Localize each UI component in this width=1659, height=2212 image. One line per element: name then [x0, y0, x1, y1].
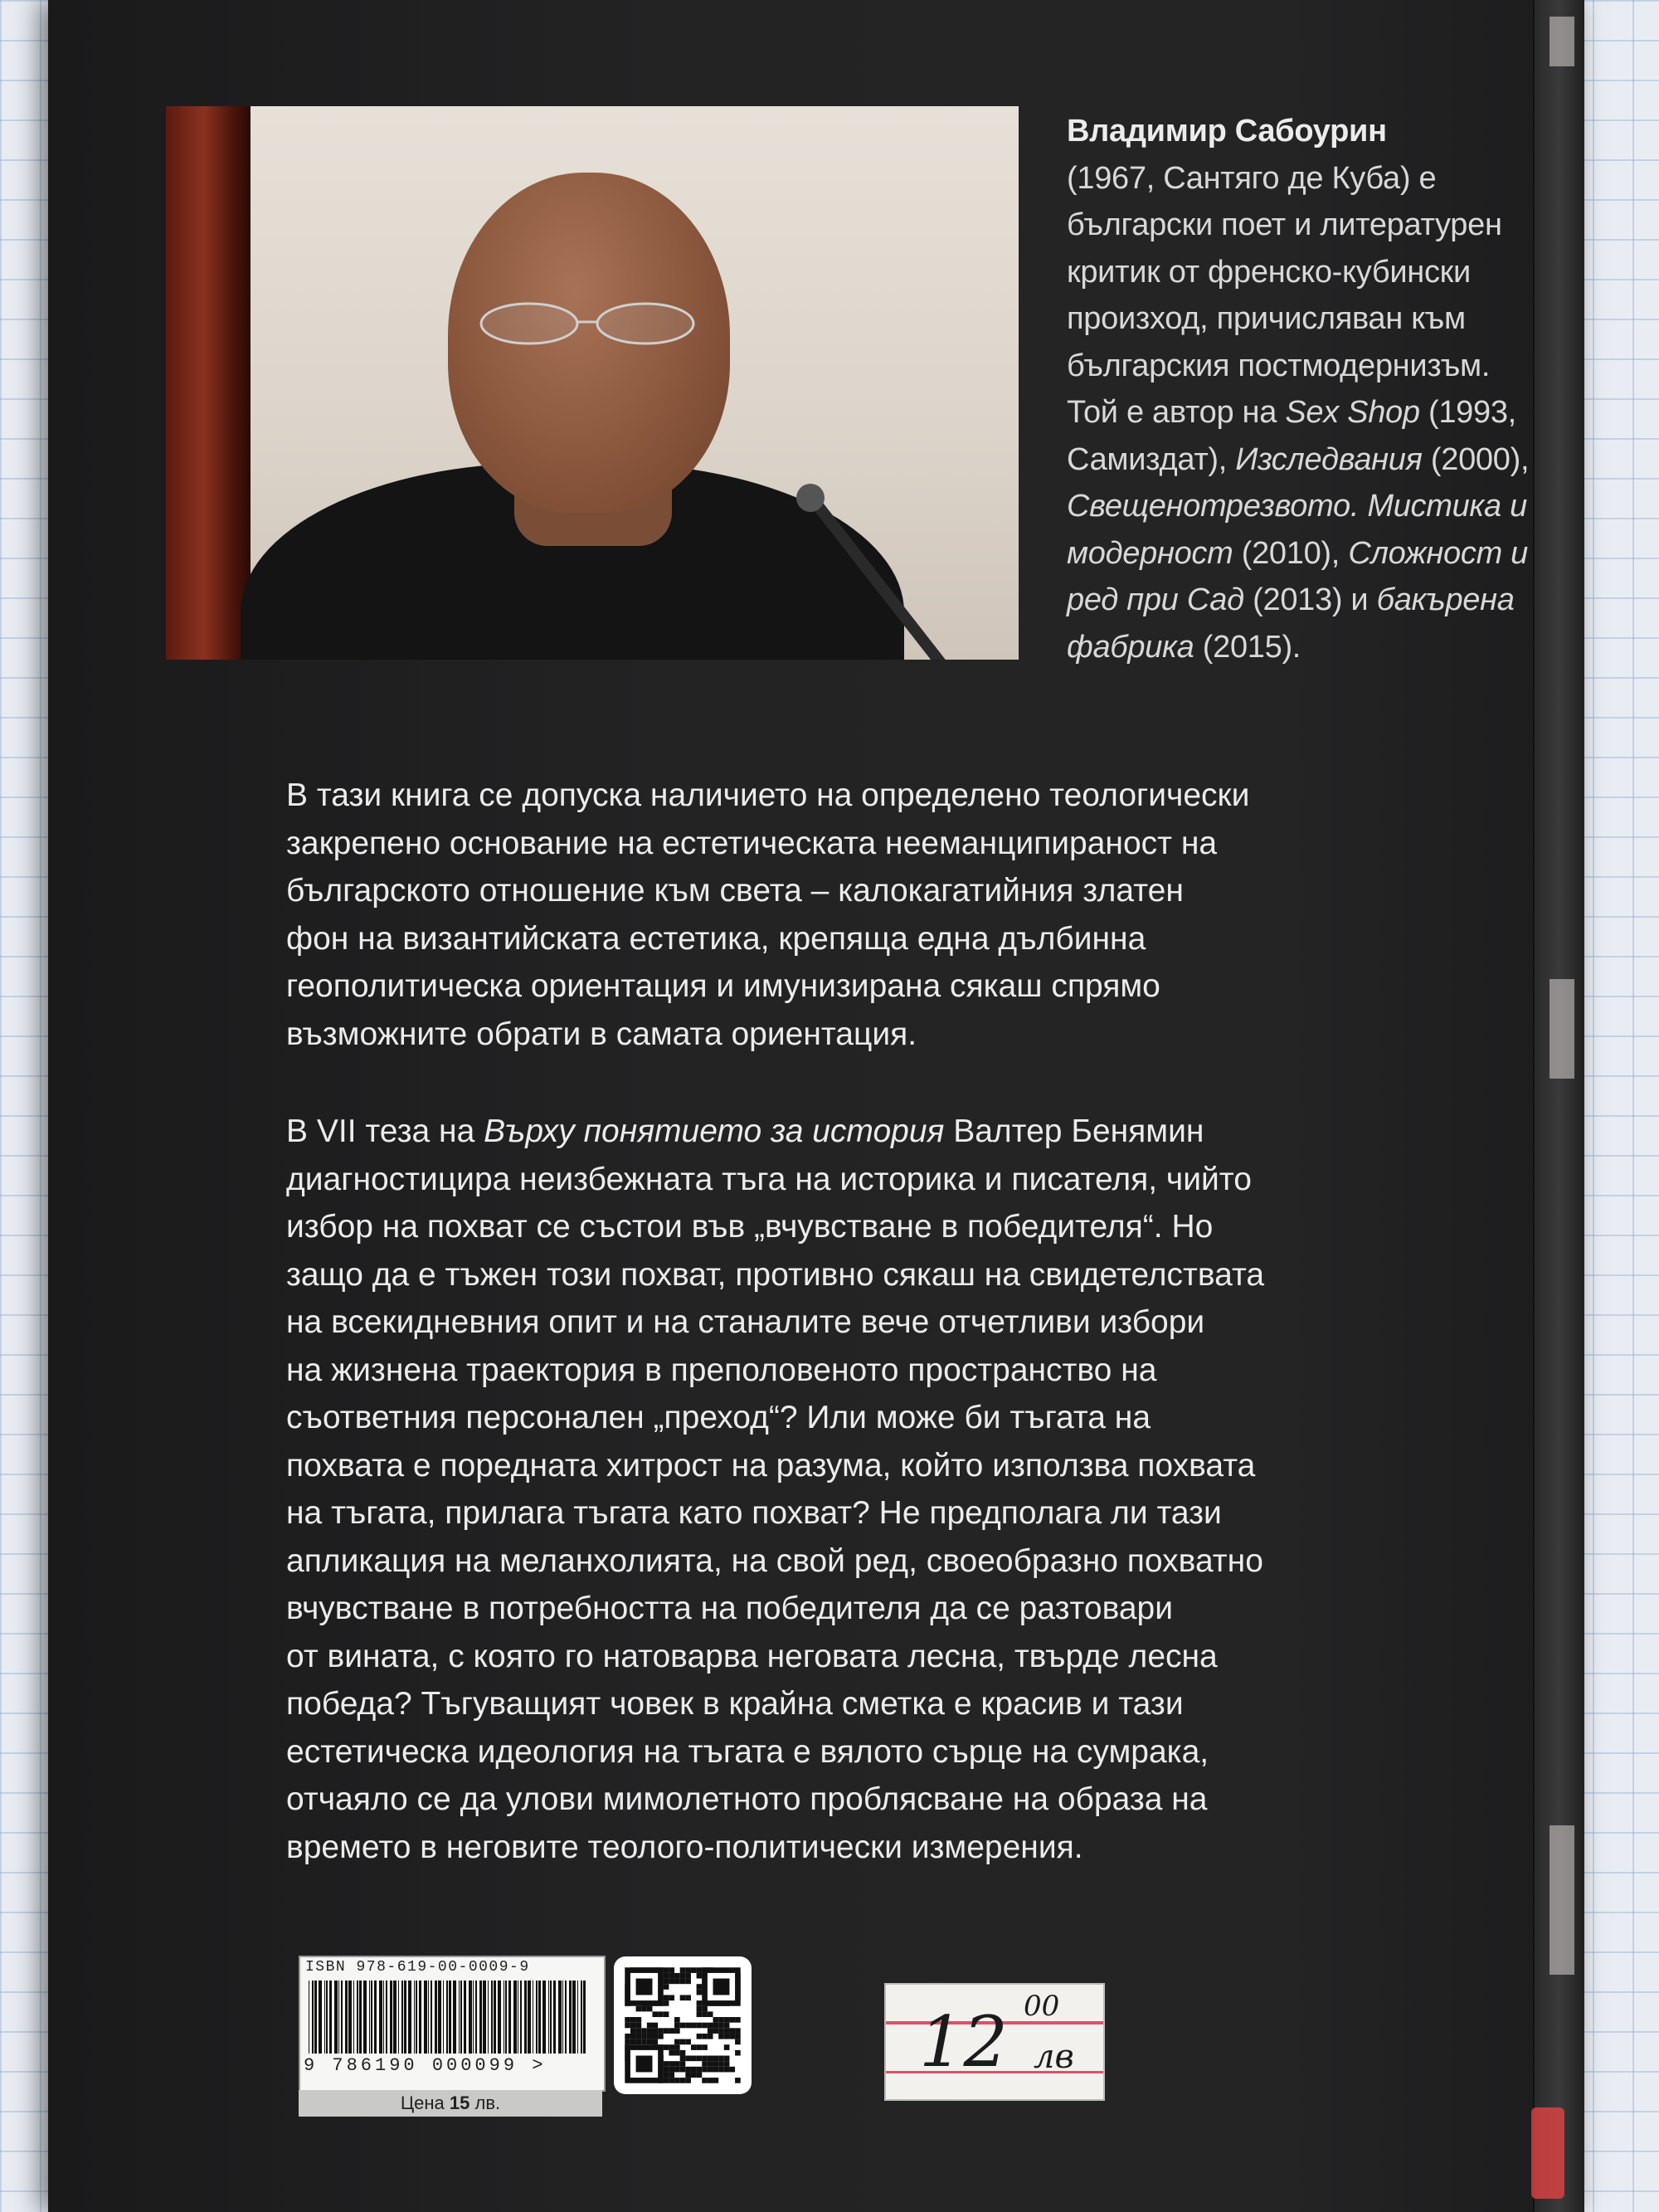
qr-module: [664, 2028, 669, 2034]
qr-module: [735, 2039, 741, 2045]
qr-module: [674, 1979, 680, 1985]
qr-module: [685, 2072, 691, 2078]
barcode-digits: 9 786190 000099 >: [304, 2055, 547, 2076]
barcode-bar: [583, 1981, 586, 2054]
barcode-bar: [357, 1981, 358, 2054]
qr-module: [625, 2034, 630, 2039]
barcode-bar: [479, 1981, 482, 2054]
qr-module: [680, 2056, 686, 2062]
barcode-bar: [401, 1981, 403, 2054]
qr-module: [636, 2023, 642, 2029]
qr-module: [674, 2044, 680, 2050]
qr-module: [735, 2034, 741, 2039]
barcode-bar: [416, 1981, 417, 2054]
qr-module: [658, 2011, 664, 2017]
qr-module: [669, 2072, 674, 2078]
sticker-price: 12: [919, 2001, 1008, 2083]
barcode-bar: [419, 1981, 421, 2054]
qr-module: [647, 2006, 653, 2012]
qr-module: [718, 2017, 724, 2023]
bio-line: модерност (2010), Сложност и: [1067, 535, 1529, 571]
qr-module: [718, 2061, 724, 2067]
barcode-bar: [428, 1981, 429, 2054]
qr-module: [664, 2078, 669, 2083]
barcode-bar: [473, 1981, 474, 2054]
barcode-bar: [520, 1981, 522, 2054]
text-line: съответния персонален „преход“? Или може би тъгата на: [286, 1400, 1151, 1435]
qr-module: [652, 2034, 658, 2039]
qr-module: [685, 2023, 691, 2029]
qr-module: [664, 1984, 669, 1990]
qr-module: [647, 2039, 653, 2045]
qr-module: [669, 2067, 674, 2073]
text-line: българското отношение към света – калокагатийния златен: [286, 873, 1184, 909]
qr-module: [636, 1979, 653, 1995]
qr-module: [685, 2067, 691, 2073]
barcode-bars: [309, 1981, 591, 2054]
qr-module: [697, 2072, 703, 2078]
qr-module: [664, 2000, 669, 2006]
barcode-bar: [453, 1981, 456, 2054]
qr-module: [636, 2006, 642, 2012]
qr-module: [697, 2044, 703, 2050]
qr-module: [685, 1967, 691, 1973]
barcode-bar: [505, 1981, 507, 2054]
qr-module: [630, 2028, 636, 2034]
barcode-bar: [446, 1981, 448, 2054]
qr-module: [625, 2039, 630, 2045]
text-line: на всекидневния опит и на станалите вече отчетливи избори: [286, 1304, 1205, 1340]
price-sticker: [884, 1983, 1105, 2101]
qr-module: [652, 2011, 658, 2017]
barcode-bar: [379, 1981, 382, 2054]
barcode-bar: [338, 1981, 339, 2054]
qr-module: [724, 2067, 730, 2073]
barcode-bar: [558, 1981, 562, 2054]
barcode-bar: [398, 1981, 399, 2054]
barcode-bar: [326, 1981, 328, 2054]
qr-module: [636, 2034, 642, 2039]
qr-module: [708, 2034, 713, 2039]
photo-red-pillar: [166, 106, 251, 660]
qr-module: [713, 2061, 719, 2067]
text-line: от вината, с която го натоварва неговата лесна, твърде лесна: [286, 1638, 1218, 1674]
qr-module: [641, 2028, 647, 2034]
qr-module: [652, 2028, 658, 2034]
qr-module: [691, 2072, 697, 2078]
qr-module: [680, 1967, 686, 1973]
barcode-bar: [443, 1981, 444, 2054]
qr-module: [735, 2078, 741, 2083]
bio-line: българския постмодернизъм.: [1067, 348, 1491, 383]
edge-wear: [1550, 979, 1574, 1079]
barcode-bar: [319, 1981, 322, 2054]
barcode-bar: [524, 1981, 527, 2054]
qr-module: [658, 2034, 664, 2039]
text-line: защо да е тъжен този похват, противно сякаш на свидетелствата: [286, 1256, 1265, 1293]
edge-wear: [1550, 17, 1574, 66]
qr-module: [674, 2061, 680, 2067]
qr-module: [636, 2028, 642, 2034]
text-line: апликация на меланхолията, на свой ред, своеобразно похватно: [286, 1542, 1263, 1579]
barcode-bar: [469, 1981, 472, 2054]
barcode-bar: [341, 1981, 343, 2054]
barcode-bar: [565, 1981, 567, 2054]
qr-module: [669, 1973, 674, 1979]
barcode-bar: [577, 1981, 578, 2054]
barcode-bar: [542, 1981, 546, 2054]
qr-module: [724, 2028, 730, 2034]
qr-module: [724, 2056, 730, 2062]
qr-module: [697, 1973, 703, 1979]
qr-module: [669, 2078, 674, 2083]
barcode-bar: [329, 1981, 332, 2054]
qr-code: [614, 1956, 752, 2094]
text-line: В тази книга се допуска наличието на определено теологически: [286, 777, 1250, 813]
qr-module: [735, 2028, 741, 2034]
barcode-bar: [449, 1981, 451, 2054]
qr-module: [636, 2017, 642, 2023]
qr-module: [702, 2056, 708, 2062]
qr-module: [625, 2023, 630, 2029]
qr-module: [641, 2039, 647, 2045]
barcode-bar: [538, 1981, 541, 2054]
qr-module: [674, 2017, 680, 2023]
text-line: В VII теза на Върху понятието за история Валтер Бенямин: [286, 1113, 1204, 1149]
qr-module: [641, 2034, 647, 2039]
barcode-bar: [386, 1981, 387, 2054]
text-line: вчувстване в потребността на победителя да се разтовари: [286, 1591, 1174, 1626]
cover-edge: [1533, 0, 1584, 2212]
edge-wear: [1550, 1825, 1574, 1975]
qr-module: [685, 2056, 691, 2062]
qr-module: [718, 2023, 724, 2029]
qr-module: [697, 1990, 703, 1995]
qr-module: [708, 2067, 713, 2073]
barcode-bar: [314, 1981, 317, 2054]
qr-module: [697, 2000, 703, 2006]
text-line: отчаяло се да улови мимолетното проблясване на образа на: [286, 1781, 1208, 1817]
qr-module: [724, 2017, 730, 2023]
qr-module: [718, 2067, 724, 2073]
qr-module: [674, 2078, 680, 2083]
qr-module: [697, 2034, 703, 2039]
barcode-bar: [363, 1981, 367, 2054]
qr-module: [669, 2061, 674, 2067]
qr-module: [685, 1995, 691, 2000]
barcode-bar: [374, 1981, 377, 2054]
qr-module: [630, 2017, 636, 2023]
qr-module: [697, 2056, 703, 2062]
qr-module: [697, 2023, 703, 2029]
qr-module: [702, 2067, 708, 2073]
barcode-bar: [475, 1981, 477, 2054]
qr-module: [713, 1979, 730, 1995]
qr-module: [680, 2061, 686, 2067]
barcode-bar: [483, 1981, 486, 2054]
bio-line: Той е автор на Sex Shop (1993,: [1067, 395, 1516, 430]
qr-module: [674, 2028, 680, 2034]
book-back-cover: [48, 0, 1584, 2212]
qr-module: [630, 2023, 636, 2029]
qr-module: [674, 1973, 680, 1979]
qr-module: [636, 2056, 653, 2073]
photo-microphone-tip: [796, 484, 825, 512]
qr-module: [625, 2017, 630, 2023]
qr-module: [735, 2017, 741, 2023]
qr-module: [691, 2056, 697, 2062]
barcode-bar: [464, 1981, 466, 2054]
photo-glasses: [471, 299, 703, 348]
qr-module: [718, 2028, 724, 2034]
barcode-bar: [312, 1981, 314, 2054]
qr-module: [664, 1995, 669, 2000]
qr-module: [674, 2050, 680, 2056]
text-line: закрепено основание на естетическата нееманципираност на: [286, 825, 1218, 861]
barcode-bar: [348, 1981, 352, 2054]
barcode-bar: [459, 1981, 460, 2054]
cover-damage: [1531, 2107, 1564, 2199]
barcode-bar: [334, 1981, 338, 2054]
qr-module: [674, 2023, 680, 2029]
qr-module: [664, 1973, 669, 1979]
qr-module: [680, 2023, 686, 2029]
qr-module: [669, 2050, 674, 2056]
text-line: на тъгата, прилага тъгата като похват? Не предполага ли тази: [286, 1495, 1222, 1531]
barcode-bar: [550, 1981, 552, 2054]
qr-module: [697, 1984, 703, 1990]
qr-module: [647, 2034, 653, 2039]
qr-module: [713, 2078, 719, 2083]
qr-module: [697, 2011, 703, 2017]
barcode-bar: [369, 1981, 370, 2054]
qr-module: [647, 2023, 653, 2029]
qr-module: [724, 2044, 730, 2050]
text-line: естетическа идеология на тъгата е вялото сърце на сумрака,: [286, 1733, 1209, 1770]
qr-module: [691, 2044, 697, 2050]
qr-module: [664, 1967, 669, 1973]
barcode-bar: [359, 1981, 362, 2054]
barcode-bar: [494, 1981, 496, 2054]
barcode-bar: [528, 1981, 531, 2054]
barcode-bar: [508, 1981, 511, 2054]
qr-module: [718, 2034, 724, 2039]
sticker-price-cents: 00: [1024, 1990, 1060, 2023]
qr-module: [724, 2023, 730, 2029]
bio-line: критик от френско-кубински: [1067, 254, 1471, 290]
qr-module: [691, 2067, 697, 2073]
qr-module: [702, 2023, 708, 2029]
barcode-bar: [414, 1981, 415, 2054]
qr-module: [674, 2067, 680, 2073]
qr-module: [702, 2011, 708, 2017]
qr-module: [729, 2017, 735, 2023]
qr-module: [708, 2023, 713, 2029]
author-photo: [166, 106, 1019, 660]
qr-module: [702, 2044, 708, 2050]
bio-line: произход, причисляван към: [1067, 301, 1466, 336]
qr-module: [669, 1995, 674, 2000]
barcode-bar: [404, 1981, 406, 2054]
text-line: възможните обрати в самата ориентация.: [286, 1016, 917, 1052]
qr-module: [735, 2050, 741, 2056]
text-line: избор на похват се състои във „вчувстване в победителя“. Но: [286, 1209, 1214, 1245]
qr-module: [697, 2067, 703, 2073]
qr-module: [729, 2067, 735, 2073]
qr-module: [669, 2028, 674, 2034]
qr-module: [713, 2017, 719, 2023]
qr-module: [664, 2011, 669, 2017]
qr-module: [647, 2028, 653, 2034]
isbn-text: ISBN 978-619-00-0009-9: [305, 1959, 530, 1976]
barcode-bar: [553, 1981, 556, 2054]
barcode-bar: [562, 1981, 563, 2054]
bio-line: (1967, Сантяго де Куба) е: [1067, 160, 1437, 196]
barcode-bar: [438, 1981, 441, 2054]
barcode-bar: [569, 1981, 572, 2054]
qr-module: [652, 2023, 658, 2029]
barcode-bar: [513, 1981, 517, 2054]
qr-module: [680, 2067, 686, 2073]
barcode-bar: [491, 1981, 493, 2054]
sticker-price-unit: лв: [1034, 2038, 1074, 2076]
bio-line: български поет и литературен: [1067, 207, 1502, 242]
qr-module: [729, 2034, 735, 2039]
barcode-bar: [324, 1981, 325, 2054]
qr-module: [697, 1967, 703, 1973]
text-line: на жизнена траектория в преполовеното пространство на: [286, 1352, 1157, 1388]
qr-module: [708, 2056, 713, 2062]
qr-module: [669, 2044, 674, 2050]
qr-module: [718, 2056, 724, 2062]
barcode-bar: [393, 1981, 397, 2054]
bio-line: Самиздат), Изследвания (2000),: [1067, 441, 1530, 477]
barcode-bar: [435, 1981, 437, 2054]
qr-module: [652, 2039, 658, 2045]
barcode-bar: [383, 1981, 384, 2054]
bio-line: ред при Сад (2013) и бакърена: [1067, 582, 1515, 617]
text-line: похвата е поредната хитрост на разума, който използва похвата: [286, 1447, 1256, 1484]
qr-module: [664, 2072, 669, 2078]
barcode-bar: [431, 1981, 432, 2054]
qr-module: [664, 2067, 669, 2073]
qr-module: [680, 2039, 686, 2045]
qr-module: [664, 2044, 669, 2050]
description-paragraph-1: [286, 772, 1464, 1058]
qr-module: [697, 2006, 703, 2012]
barcode-bar: [488, 1981, 489, 2054]
qr-module: [664, 1979, 669, 1985]
barcode-bar: [572, 1981, 576, 2054]
qr-module: [680, 1995, 686, 2000]
text-line: фон на византийската естетика, крепяща една дълбинна: [286, 920, 1146, 957]
qr-module: [708, 2011, 713, 2017]
qr-module: [669, 1979, 674, 1985]
text-line: геополитическа ориентация и имунизирана сякаш спрямо: [286, 968, 1160, 1004]
qr-module: [708, 2061, 713, 2067]
qr-module: [680, 2050, 686, 2056]
qr-module: [702, 2006, 708, 2012]
qr-module: [685, 2039, 691, 2045]
bio-line: Свещенотрезвото. Мистика и: [1067, 489, 1527, 524]
qr-module: [708, 2028, 713, 2034]
qr-module: [641, 2006, 647, 2012]
qr-module: [702, 2034, 708, 2039]
barcode-bar: [460, 1981, 462, 2054]
barcode-bar: [345, 1981, 348, 2054]
barcode-bar: [581, 1981, 582, 2054]
qr-module: [702, 2078, 708, 2083]
qr-module: [724, 2061, 730, 2067]
barcode-bar: [424, 1981, 427, 2054]
qr-module: [702, 2061, 708, 2067]
qr-module: [691, 2023, 697, 2029]
isbn-barcode: [299, 1956, 606, 2092]
barcode-bar: [536, 1981, 538, 2054]
qr-module: [708, 2078, 713, 2083]
barcode-bar: [390, 1981, 392, 2054]
barcode-bar: [353, 1981, 354, 2054]
qr-module: [713, 2056, 719, 2062]
qr-module: [685, 2078, 691, 2083]
text-line: времето в неговите теолого-политически измерения.: [286, 1829, 1083, 1865]
qr-module: [680, 2078, 686, 2083]
barcode-bar: [548, 1981, 549, 2054]
author-name: Владимир Сабоурин: [1067, 114, 1387, 149]
qr-module: [658, 2028, 664, 2034]
author-bio: [1067, 108, 1581, 670]
qr-module: [680, 1973, 686, 1979]
qr-module: [674, 2039, 680, 2045]
qr-module: [680, 1979, 686, 1985]
qr-module: [691, 1967, 697, 1973]
text-line: победа? Тъгуващият човек в крайна сметка е красив и тази: [286, 1686, 1184, 1722]
price-strip: Цена 15 лв.: [299, 2090, 602, 2117]
qr-module: [630, 2039, 636, 2045]
barcode-bar: [371, 1981, 372, 2054]
qr-module: [664, 2061, 669, 2067]
qr-module: [636, 2039, 642, 2045]
barcode-bar: [498, 1981, 501, 2054]
qr-module: [685, 1979, 691, 1985]
text-line: диагностицира неизбежната тъга на историка и писателя, чийто: [286, 1161, 1252, 1197]
bio-line: фабрика (2015).: [1067, 629, 1301, 665]
qr-module: [713, 2067, 719, 2073]
qr-module: [713, 2028, 719, 2034]
qr-module: [669, 1967, 674, 1973]
qr-module: [729, 2028, 735, 2034]
qr-module: [713, 2023, 719, 2029]
barcode-bar: [408, 1981, 411, 2054]
qr-module: [724, 2034, 730, 2039]
description-paragraph-2: [286, 1108, 1464, 1871]
qr-module: [630, 2034, 636, 2039]
qr-module: [685, 1973, 691, 1979]
